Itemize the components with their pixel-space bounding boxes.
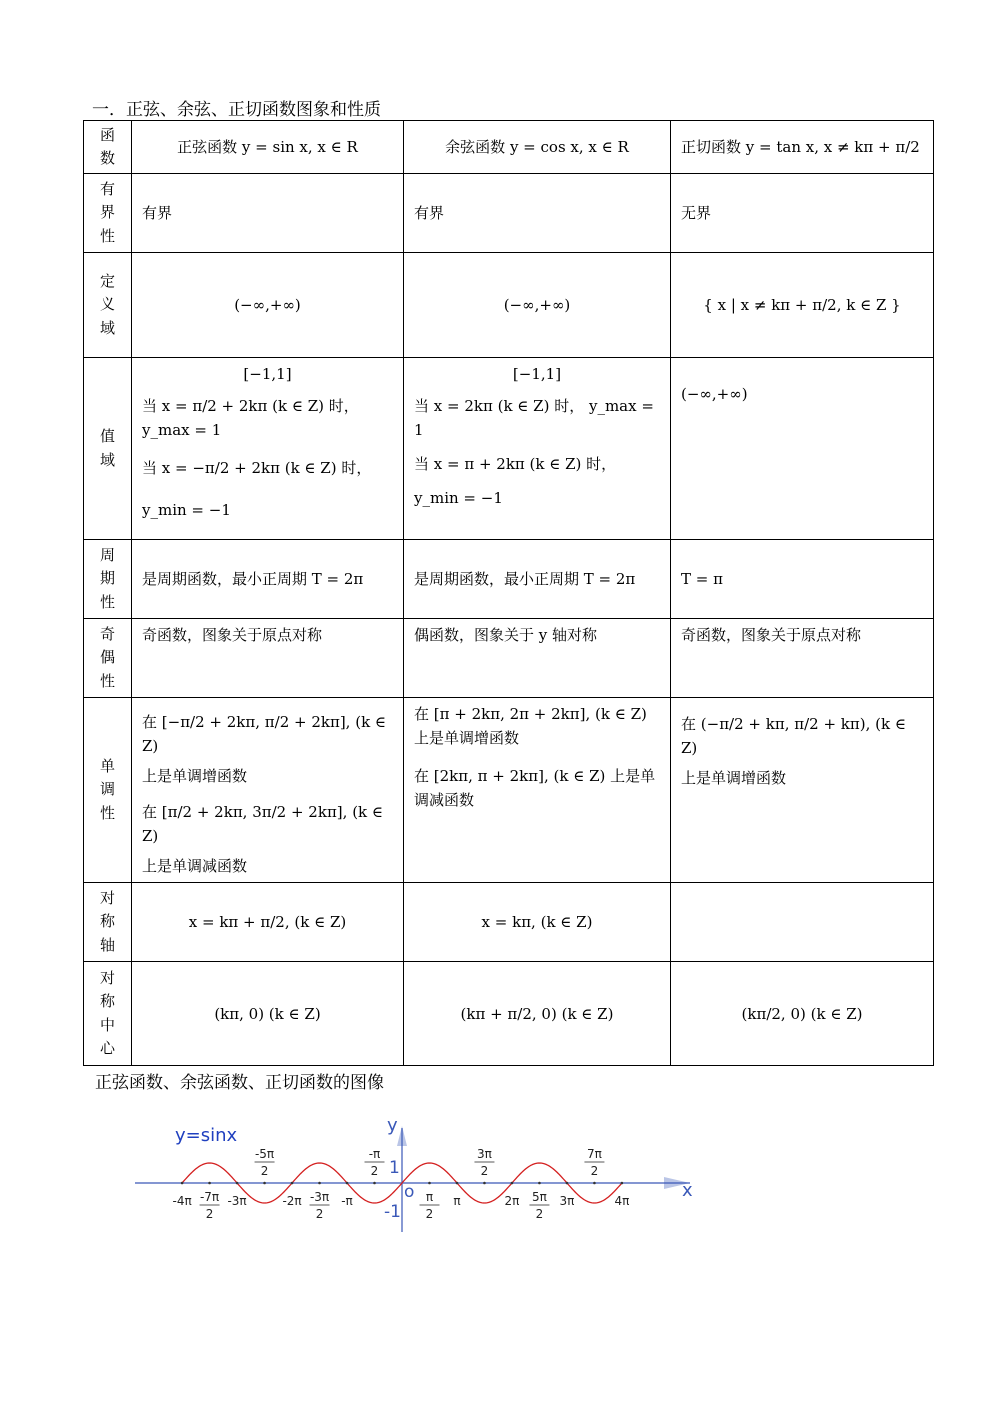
trig-properties-table [83, 120, 934, 1066]
tan-axis [671, 883, 934, 962]
label-text [84, 178, 131, 248]
range-line: 当 x = π/2 + 2kπ (k ∈ Z) 时， y_max = 1 [142, 397, 359, 439]
label-char: 界 [99, 203, 115, 222]
y-tick-neg1: -1 [384, 1202, 401, 1222]
label-char: 偶 [99, 648, 115, 667]
label-char: 调 [99, 780, 115, 799]
x-tick-label: -5π 2 [254, 1147, 275, 1178]
row-label-period [84, 540, 132, 619]
y-axis-label: y [387, 1115, 398, 1136]
label-char: 数 [99, 149, 115, 167]
origin-label: o [404, 1182, 415, 1202]
row-parity [84, 619, 934, 698]
label-char: 性 [99, 592, 115, 611]
row-label-center [84, 962, 132, 1066]
row-function [84, 121, 934, 174]
x-tick-label: 5π 2 [532, 1190, 547, 1221]
row-label-bounded [84, 174, 132, 253]
label-char: 轴 [99, 935, 115, 954]
label-char: 期 [99, 569, 115, 588]
cos-header: 余弦函数 y = cos x, x ∈ R [404, 121, 671, 174]
mono-line: 上是单调增函数 [142, 767, 248, 785]
sin-monotonic [132, 698, 404, 883]
label-char: 性 [99, 671, 115, 690]
range-line: y_min = −1 [142, 501, 231, 519]
tick-mark [566, 1182, 569, 1185]
mono-line: 在 [2kπ, π + 2kπ], (k ∈ Z) 上是单调减函数 [414, 767, 656, 809]
x-tick-label: -π 2 [368, 1147, 381, 1178]
x-tick-label: -3π [227, 1194, 247, 1208]
graph-caption: 正弦函数、余弦函数、正切函数的图像 [95, 1073, 384, 1093]
label-text [84, 967, 131, 1060]
mono-line: 在 [π/2 + 2kπ, 3π/2 + 2kπ], (k ∈ Z) [142, 803, 384, 845]
tick-mark [621, 1182, 624, 1185]
label-char: 有 [99, 180, 115, 199]
section-heading: 一．正弦、余弦、正切函数图象和性质 [92, 100, 381, 120]
cos-parity: 偶函数，图象关于 y 轴对称 [404, 619, 671, 698]
row-period [84, 540, 934, 619]
row-label-parity [84, 619, 132, 698]
row-label-axis [84, 883, 132, 962]
label-char: 对 [99, 889, 115, 908]
x-tick-label: -π [341, 1194, 353, 1208]
row-axis [84, 883, 934, 962]
tan-parity: 奇函数，图象关于原点对称 [671, 619, 934, 698]
sin-axis: x = kπ + π/2, (k ∈ Z) [132, 883, 404, 962]
tan-monotonic [671, 698, 934, 883]
x-axis-label: x [682, 1180, 693, 1201]
label-char: 周 [99, 546, 115, 565]
cos-axis: x = kπ, (k ∈ Z) [404, 883, 671, 962]
sin-bounded: 有界 [132, 174, 404, 253]
cos-center: (kπ + π/2, 0) (k ∈ Z) [404, 962, 671, 1066]
range-line: [−1,1] [512, 365, 562, 383]
row-monotonic [84, 698, 934, 883]
label-char: 对 [99, 969, 115, 987]
tan-center: (kπ/2, 0) (k ∈ Z) [671, 962, 934, 1066]
range-line: 当 x = −π/2 + 2kπ (k ∈ Z) 时， [142, 459, 372, 477]
x-tick-label: π [453, 1194, 461, 1208]
label-char: 定 [99, 272, 115, 291]
row-domain [84, 253, 934, 358]
label-char: 义 [99, 295, 115, 314]
tick-mark [318, 1182, 321, 1185]
x-tick-label: π 2 [425, 1190, 434, 1221]
sin-domain: (−∞,+∞) [132, 253, 404, 358]
cos-monotonic [404, 698, 671, 883]
label-text [84, 544, 131, 614]
row-bounded [84, 174, 934, 253]
tick-mark [428, 1182, 431, 1185]
label-text [84, 124, 131, 171]
tick-mark [181, 1182, 184, 1185]
range-line: 当 x = 2kπ (k ∈ Z) 时， y_max = 1 [414, 397, 654, 439]
mono-line: 上是单调减函数 [142, 857, 248, 875]
label-text [84, 755, 131, 825]
row-label-domain [84, 253, 132, 358]
range-line: 当 x = π + 2kπ (k ∈ Z) 时， [414, 455, 617, 473]
label-text [84, 270, 131, 340]
tick-mark [456, 1182, 459, 1185]
mono-line: 在 [π + 2kπ, 2π + 2kπ], (k ∈ Z) 上是单调增函数 [414, 705, 647, 747]
label-char: 值 [99, 427, 115, 446]
y-tick-1: 1 [389, 1158, 400, 1178]
label-text [84, 623, 131, 693]
spacer [414, 750, 660, 764]
label-char: 域 [99, 450, 115, 469]
label-char: 称 [99, 992, 115, 1011]
tan-domain: { x | x ≠ kπ + π/2, k ∈ Z } [671, 253, 934, 358]
x-tick-label: 3π 2 [477, 1147, 492, 1178]
tick-mark [511, 1182, 514, 1185]
range-line: y_min = −1 [414, 489, 503, 507]
x-tick-label: -3π 2 [309, 1190, 330, 1221]
label-char: 性 [99, 226, 115, 245]
tick-mark [263, 1182, 266, 1185]
tan-period: T = π [671, 540, 934, 619]
x-tick-label: 4π [614, 1194, 630, 1208]
sin-header: 正弦函数 y = sin x, x ∈ R [132, 121, 404, 174]
row-range [84, 358, 934, 540]
mono-line: 在 [−π/2 + 2kπ, π/2 + 2kπ], (k ∈ Z) [142, 713, 387, 755]
x-tick-label: 7π 2 [587, 1147, 602, 1178]
row-center [84, 962, 934, 1066]
mono-line: 在 (−π/2 + kπ, π/2 + kπ), (k ∈ Z) [681, 715, 906, 757]
x-tick-label: -7π 2 [199, 1190, 220, 1221]
tick-mark [236, 1182, 239, 1185]
tick-mark [483, 1182, 486, 1185]
cos-domain: (−∞,+∞) [404, 253, 671, 358]
cos-range [404, 358, 671, 540]
label-char: 奇 [99, 625, 115, 644]
tick-mark [373, 1182, 376, 1185]
row-label-function [84, 121, 132, 174]
label-char: 性 [99, 803, 115, 822]
tan-range: (−∞,+∞) [671, 358, 934, 540]
tan-bounded: 无界 [671, 174, 934, 253]
label-char: 单 [99, 757, 115, 776]
cos-bounded: 有界 [404, 174, 671, 253]
sin-range [132, 358, 404, 540]
tan-header: 正切函数 y = tan x, x ≠ kπ + π/2 [671, 121, 934, 174]
tick-mark [346, 1182, 349, 1185]
x-tick-label: 2π [504, 1194, 520, 1208]
tick-mark [593, 1182, 596, 1185]
label-text [84, 425, 131, 472]
tick-mark [291, 1182, 294, 1185]
y-axis-arrow [397, 1126, 407, 1146]
sin-center: (kπ, 0) (k ∈ Z) [132, 962, 404, 1066]
sin-period: 是周期函数，最小正周期 T = 2π [132, 540, 404, 619]
tick-mark [538, 1182, 541, 1185]
x-tick-label: -4π [172, 1194, 192, 1208]
x-tick-label: -2π [282, 1194, 302, 1208]
label-char: 称 [99, 912, 115, 931]
sine-graph [0, 1100, 992, 1240]
label-char: 函 [99, 125, 115, 144]
range-line: [−1,1] [243, 365, 292, 383]
label-char: 心 [99, 1038, 115, 1057]
tick-mark [208, 1182, 211, 1185]
label-char: 域 [99, 318, 115, 337]
x-tick-label: 3π [559, 1194, 575, 1208]
mono-line: 上是单调增函数 [681, 769, 787, 787]
sin-parity: 奇函数，图象关于原点对称 [132, 619, 404, 698]
row-label-range [84, 358, 132, 540]
label-char: 中 [99, 1015, 115, 1034]
row-label-monotonic [84, 698, 132, 883]
graph-title: y=sinx [175, 1125, 238, 1146]
cos-period: 是周期函数，最小正周期 T = 2π [404, 540, 671, 619]
label-text [84, 887, 131, 957]
